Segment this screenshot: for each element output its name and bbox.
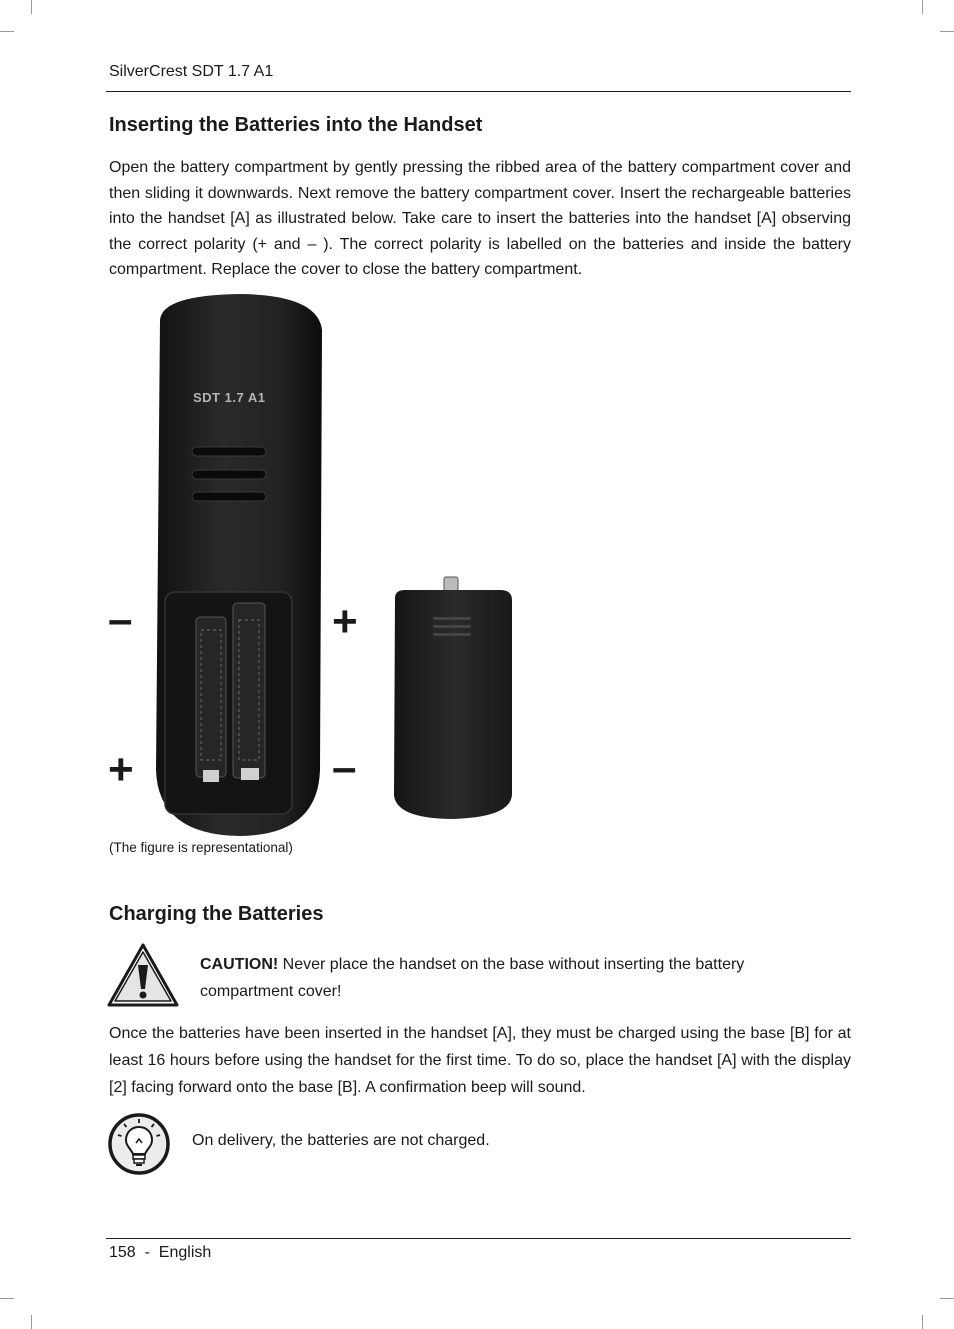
section-heading-inserting-batteries: Inserting the Batteries into the Handset <box>109 114 483 136</box>
polarity-minus-left: – <box>108 595 133 644</box>
footer-rule <box>106 1238 851 1239</box>
polarity-minus-right: – <box>332 743 357 792</box>
crop-mark <box>31 0 32 14</box>
caution-label: CAUTION! <box>200 956 279 973</box>
crop-mark <box>940 1298 954 1299</box>
polarity-plus-left: + <box>108 745 134 794</box>
handset-illustration <box>100 290 530 840</box>
cover-rib <box>433 617 471 620</box>
battery-cover <box>394 590 512 819</box>
battery <box>196 617 226 777</box>
lightbulb-icon <box>107 1113 171 1175</box>
cover-rib <box>433 633 471 636</box>
caution-message: Never place the handset on the base without inserting the battery compartment cover! <box>200 956 745 1000</box>
battery <box>233 603 265 778</box>
speaker-slot <box>192 492 266 501</box>
section-heading-charging: Charging the Batteries <box>109 903 324 925</box>
polarity-plus-right: + <box>332 597 358 646</box>
inserting-batteries-paragraph: Open the battery compartment by gently pressing the ribbed area of the battery compartment cover and then sliding it downwards. Next remove the battery compartment cover. Insert the rechargeable batteries into the handset [A] as illustrated below. Take care to insert the batteries into the handset [A] observing the correct polarity (+ and – ). The correct polarity is labelled on the batteries and inside the battery compartment. Replace the cover to close the battery compartment. <box>109 159 851 278</box>
crop-mark <box>922 0 923 14</box>
crop-mark <box>0 31 14 32</box>
battery-figure <box>100 290 530 840</box>
crop-mark <box>0 1298 14 1299</box>
speaker-slot <box>192 447 266 456</box>
tip-note: On delivery, the batteries are not charged. <box>192 1132 490 1149</box>
cover-rib <box>433 625 471 628</box>
header-rule <box>106 91 851 92</box>
running-header: SilverCrest SDT 1.7 A1 <box>109 63 274 80</box>
battery-compartment <box>165 592 292 814</box>
crop-mark <box>940 31 954 32</box>
warning-triangle-icon <box>107 943 179 1007</box>
caution-note <box>200 951 840 1005</box>
page-number: 158 - English <box>109 1244 212 1261</box>
speaker-slot <box>192 470 266 479</box>
crop-mark <box>31 1315 32 1329</box>
handset-model-label: SDT 1.7 A1 <box>193 390 266 405</box>
charging-paragraph: Once the batteries have been inserted in the handset [A], they must be charged using the base [B] for at least 16 hours before using the handset for the first time. To do so, place the handset [A] with the display [2] facing forward onto the base [B]. A confirmation beep will sound. <box>109 1025 851 1096</box>
figure-caption: (The figure is representational) <box>109 840 293 855</box>
crop-mark <box>922 1315 923 1329</box>
